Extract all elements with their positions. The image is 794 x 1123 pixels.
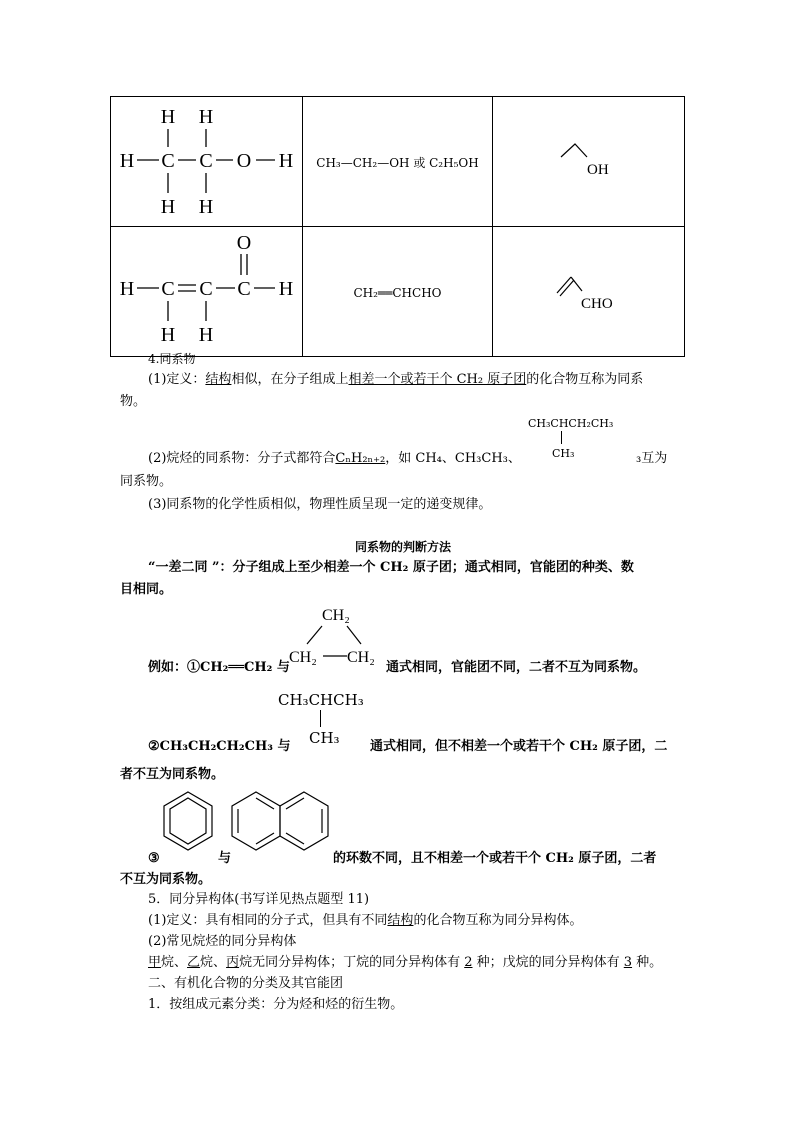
isomer-sep-1: 烷、 (161, 955, 188, 970)
part-2-paragraph: 1．按组成元素分类：分为烃和烃的衍生物。 (148, 997, 404, 1012)
ethanol-condensed-formula: CH₃—CH₂—OH 或 C₂H₅OH (316, 156, 479, 170)
section-5-alkane-isomers (148, 953, 662, 973)
example-1-text: 例如：①CH₂══CH₂ 与 (148, 660, 290, 675)
alkane-line-end: ₃互为 (636, 451, 668, 466)
isomer-sep-2: 烷、 (200, 955, 227, 970)
example-2-conclusion-end: 者不互为同系物。 (120, 767, 225, 782)
svg-text:C: C (199, 278, 213, 300)
section-5-heading: 5．同分异构体(书写详见热点题型 11) (148, 892, 370, 907)
example-3-conclusion: 的环数不同，且不相差一个或若干个 CH₂ 原子团，二者 (333, 851, 657, 866)
isomer-def-suffix: 的化合物互称为同分异构体。 (413, 913, 583, 928)
isomer-propane: 丙 (226, 955, 240, 970)
section-5-alkane-heading: (2)常见烷烃的同分异构体 (148, 934, 297, 949)
def-prefix: (1)定义： (148, 372, 206, 387)
svg-text:H: H (119, 278, 135, 300)
method-title: 同系物的判断方法 (355, 540, 452, 554)
naphthalene-ring (228, 788, 338, 860)
svg-text:C: C (199, 150, 213, 172)
alkane-examples: ，如 CH₄、CH₃CH₃、 (385, 451, 521, 466)
structure-table (110, 96, 685, 357)
section-4-property: (3)同系物的化学性质相似，物理性质呈现一定的递变规律。 (148, 497, 492, 512)
def-middle: 相似，在分子组成上 (231, 372, 349, 387)
svg-text:H: H (160, 196, 176, 218)
svg-text:O: O (236, 150, 252, 172)
acrolein-structural-cell (111, 227, 303, 357)
ethanol-condensed-cell (303, 97, 493, 227)
isomer-butane-count: 2 (464, 955, 473, 970)
section-4-definition (148, 370, 643, 390)
example-2-conclusion: 通式相同，但不相差一个或若干个 CH₂ 原子团，二 (370, 739, 668, 754)
alkane-general-formula: CₙH₂ₙ₊₂ (335, 451, 386, 466)
svg-text:H: H (198, 196, 214, 218)
def-structure: 结构 (205, 372, 232, 387)
isomer-methane: 甲 (148, 955, 162, 970)
example-2-text: ②CH₃CH₂CH₂CH₃ 与 (148, 739, 291, 754)
acrolein-structural-formula (111, 227, 302, 352)
isomer-ethane: 乙 (187, 955, 201, 970)
svg-text:H: H (278, 278, 294, 300)
cyclopropane-structure (285, 600, 385, 675)
isomer-def-prefix: (1)定义：具有相同的分子式，但具有不同 (148, 913, 388, 928)
acrolein-skeletal-cell (493, 227, 685, 357)
def-difference: 相差一个或若干个 CH₂ 原子团 (348, 372, 527, 387)
section-4-definition-end: 物。 (120, 394, 147, 409)
svg-text:H: H (119, 150, 135, 172)
methylbutane-top: CH₃CHCH₂CH₃ (528, 417, 614, 430)
example-1-conclusion: 通式相同，官能团不同，二者不互为同系物。 (386, 660, 647, 675)
example-3-and: 与 (218, 851, 232, 866)
svg-text:C: C (161, 150, 175, 172)
acrolein-skeletal-formula (493, 227, 684, 352)
alkane-line-continued: 同系物。 (120, 474, 173, 489)
svg-text:O: O (236, 232, 252, 254)
isobutane-bond (320, 710, 321, 727)
alkane-prefix: (2)烷烃的同系物：分子式都符合 (148, 451, 336, 466)
isobutane-bottom: CH₃ (309, 729, 340, 747)
acrolein-condensed-cell (303, 227, 493, 357)
isomer-pentane-text: 种；戊烷的同分异构体有 (472, 955, 624, 970)
section-4-heading: 4.同系物 (148, 352, 196, 366)
ethanol-structural-formula (111, 97, 302, 222)
benzene-ring (158, 788, 218, 860)
isobutane-top: CH₃CHCH₃ (278, 691, 364, 709)
methylbutane-bottom: CH₃ (552, 447, 575, 460)
section-5-definition (148, 911, 582, 931)
svg-text:C: C (237, 278, 251, 300)
ring-right-label: CH₂ (347, 649, 375, 666)
svg-text:H: H (160, 324, 176, 346)
isomer-def-structure: 结构 (387, 913, 414, 928)
ethanol-skeletal-label: OH (587, 162, 609, 178)
svg-text:H: H (160, 106, 176, 128)
acrolein-condensed-formula: CH₂══CHCHO (353, 286, 442, 300)
isomer-end: 种。 (632, 955, 663, 970)
def-suffix: 的化合物互称为同系 (526, 372, 644, 387)
ring-top-label: CH₂ (322, 607, 350, 624)
ethanol-structural-cell (111, 97, 303, 227)
acrolein-skeletal-label: CHO (581, 296, 613, 312)
example-3-conclusion-end: 不互为同系物。 (120, 872, 212, 887)
section-4-alkane-line (148, 449, 521, 469)
ethanol-skeletal-formula (493, 97, 684, 222)
svg-text:C: C (161, 278, 175, 300)
ring-left-label: CH₂ (289, 649, 317, 666)
svg-text:H: H (278, 150, 294, 172)
method-line-2: 目相同。 (120, 582, 173, 597)
isomer-butane-text: 烷无同分异构体；丁烷的同分异构体有 (239, 955, 465, 970)
part-2-heading: 二、有机化合物的分类及其官能团 (148, 976, 344, 991)
isomer-pentane-count: 3 (623, 955, 633, 970)
methylbutane-bond (561, 431, 562, 444)
ethanol-skeletal-cell (493, 97, 685, 227)
svg-text:H: H (198, 106, 214, 128)
method-line-1: “一差二同 ”：分子组成上至少相差一个 CH₂ 原子团；通式相同，官能团的种类、数 (148, 560, 634, 575)
example-3-number: ③ (148, 851, 160, 866)
svg-text:H: H (198, 324, 214, 346)
